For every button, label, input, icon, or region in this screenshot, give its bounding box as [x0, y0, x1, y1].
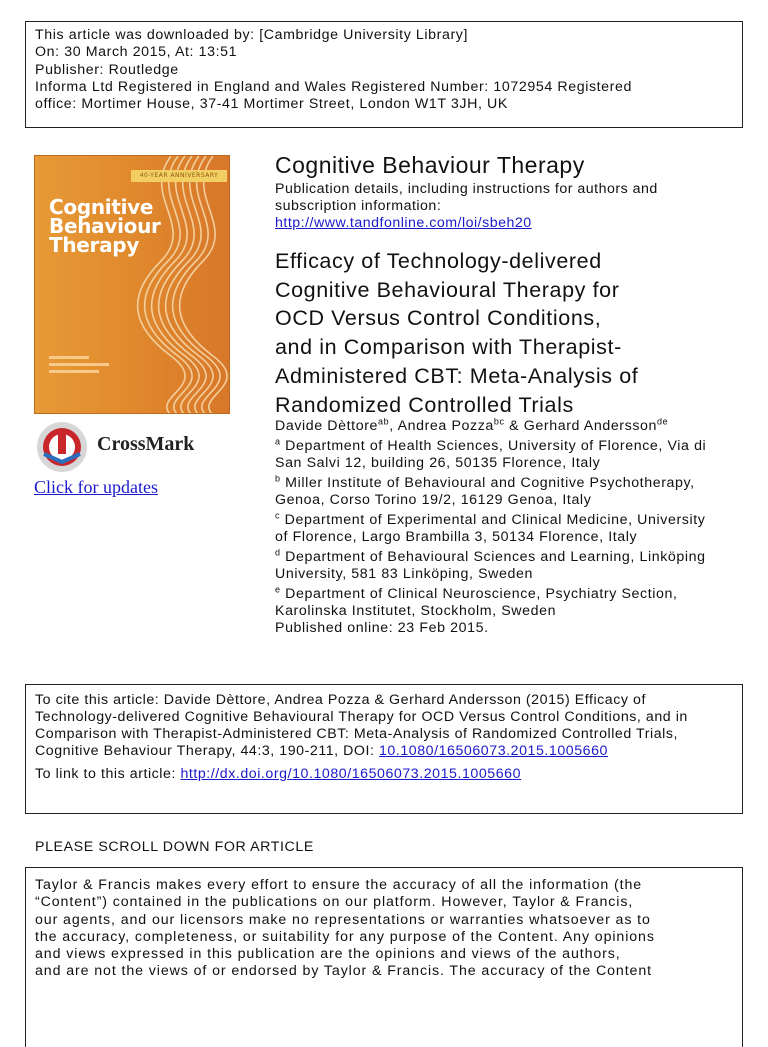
affiliation [275, 586, 706, 620]
details-line: Publication details, including instructions for authors and [275, 181, 658, 197]
citation-box [25, 684, 743, 814]
disclaimer-line: and views expressed in this publication are the opinions and views of the authors, [35, 946, 621, 963]
citation-line: Comparison with Therapist-Administered CBT: Meta-Analysis of Randomized Controlled Trials, [35, 726, 678, 742]
details-line: subscription information: [275, 198, 442, 214]
disclaimer-line: our agents, and our licensors make no representations or warranties whatsoever as to [35, 911, 651, 928]
affiliation-line [275, 512, 706, 529]
article-title-line: Randomized Controlled Trials [275, 392, 574, 417]
affiliation-sup: b [275, 473, 281, 484]
cover-title-line: Therapy [49, 233, 140, 257]
disclaimer-box [25, 867, 743, 1047]
crossmark-icon [34, 420, 92, 475]
affiliation-line [275, 438, 706, 455]
download-line: On: 30 March 2015, At: 13:51 [35, 44, 238, 61]
cover-title-line: Cognitive [49, 195, 154, 219]
author-name: Davide Dèttore [275, 418, 379, 434]
download-info-box [25, 21, 743, 128]
article-title-line: Administered CBT: Meta-Analysis of [275, 363, 639, 388]
article-url-link[interactable]: http://dx.doi.org/10.1080/16506073.2015.1005660 [180, 766, 522, 782]
affiliation-sup: e [275, 584, 281, 595]
citation-prefix: Cognitive Behaviour Therapy, 44:3, 190-211, DOI: [35, 743, 379, 759]
affiliation-line: University, 581 83 Linköping, Sweden [275, 566, 533, 582]
disclaimer-line: the accuracy, completeness, or suitability for any purpose of the Content. Any opinions [35, 928, 655, 945]
cover-small-text [49, 356, 109, 377]
citation-line: Technology-delivered Cognitive Behavioural Therapy for OCD Versus Control Conditions, and in [35, 709, 688, 725]
download-line: office: Mortimer House, 37-41 Mortimer Street, London W1T 3JH, UK [35, 96, 508, 113]
affiliation [275, 512, 706, 546]
affiliation-line: Karolinska Institutet, Stockholm, Sweden [275, 603, 557, 619]
download-line: Publisher: Routledge [35, 61, 179, 78]
journal-cover-image [34, 155, 230, 414]
article-title-line: Cognitive Behavioural Therapy for [275, 277, 620, 302]
affiliation-line: San Salvi 12, building 26, 50135 Florence, Italy [275, 455, 601, 471]
click-for-updates-link[interactable]: Click for updates [34, 477, 158, 497]
disclaimer-line: Taylor & Francis makes every effort to ensure the accuracy of all the information (the [35, 877, 643, 893]
article-title-line: Efficacy of Technology-delivered [275, 249, 602, 273]
download-line: Informa Ltd Registered in England and Wales Registered Number: 1072954 Registered [35, 78, 632, 95]
article-link-line [35, 766, 742, 783]
author-name: Gerhard Andersson [523, 418, 657, 434]
crossmark-badge[interactable] [34, 420, 234, 475]
affiliation-text: Department of Experimental and Clinical Medicine, University [284, 512, 706, 528]
journal-url-link[interactable]: http://www.tandfonline.com/loi/sbeh20 [275, 215, 532, 231]
author-sup: de [657, 416, 669, 427]
affiliation [275, 549, 706, 583]
cover-title [49, 195, 161, 257]
doi-link[interactable]: 10.1080/16506073.2015.1005660 [378, 743, 608, 759]
article-title-line: and in Comparison with Therapist- [275, 335, 622, 360]
affiliation-text: Department of Health Sciences, University of Florence, Via di [285, 438, 707, 454]
journal-title: Cognitive Behaviour Therapy [275, 152, 585, 178]
affiliation-sup: d [275, 547, 281, 558]
affiliation [275, 475, 706, 509]
author-list [275, 418, 706, 435]
affiliation-line [275, 549, 706, 566]
article-link-label: To link to this article: [35, 766, 181, 782]
download-line: This article was downloaded by: [Cambridge University Library] [35, 27, 469, 43]
crossmark-label: CrossMark [97, 433, 195, 455]
disclaimer-line: and are not the views of or endorsed by Taylor & Francis. The accuracy of the Content [35, 963, 652, 980]
author-sup: ab [378, 416, 390, 427]
article-title-line: OCD Versus Control Conditions, [275, 306, 602, 331]
publication-details [275, 181, 658, 232]
affiliation-text: Department of Clinical Neuroscience, Psychiatry Section, [285, 586, 678, 602]
author-sup: bc [493, 416, 505, 427]
citation-line: To cite this article: Davide Dèttore, Andrea Pozza & Gerhard Andersson (2015) Efficacy of [35, 692, 646, 708]
author-name: Andrea Pozza [397, 418, 494, 434]
affiliation-line: of Florence, Largo Brambilla 3, 50134 Florence, Italy [275, 529, 638, 545]
citation-line [35, 743, 742, 760]
affiliation-sup: a [275, 436, 281, 447]
article-title [275, 247, 638, 419]
affiliation-line [275, 586, 706, 603]
disclaimer-line: “Content”) contained in the publications on our platform. However, Taylor & Francis, [35, 894, 634, 911]
anniversary-banner: 40-YEAR ANNIVERSARY [131, 170, 227, 182]
affiliation-line [275, 475, 706, 492]
author-separator: & [504, 418, 524, 434]
affiliation-text: Department of Behavioural Sciences and Learning, Linköping [285, 549, 706, 565]
cover-title-line: Behaviour [49, 214, 161, 238]
affiliation-sup: c [275, 510, 281, 521]
affiliation [275, 438, 706, 472]
authors-block [275, 418, 706, 637]
affiliation-text: Miller Institute of Behavioural and Cognitive Psychotherapy, [285, 475, 695, 491]
affiliation-line: Genoa, Corso Torino 19/2, 16129 Genoa, Italy [275, 492, 592, 508]
published-date: Published online: 23 Feb 2015. [275, 620, 489, 636]
scroll-notice: PLEASE SCROLL DOWN FOR ARTICLE [35, 839, 314, 855]
author-separator: , [389, 418, 398, 434]
